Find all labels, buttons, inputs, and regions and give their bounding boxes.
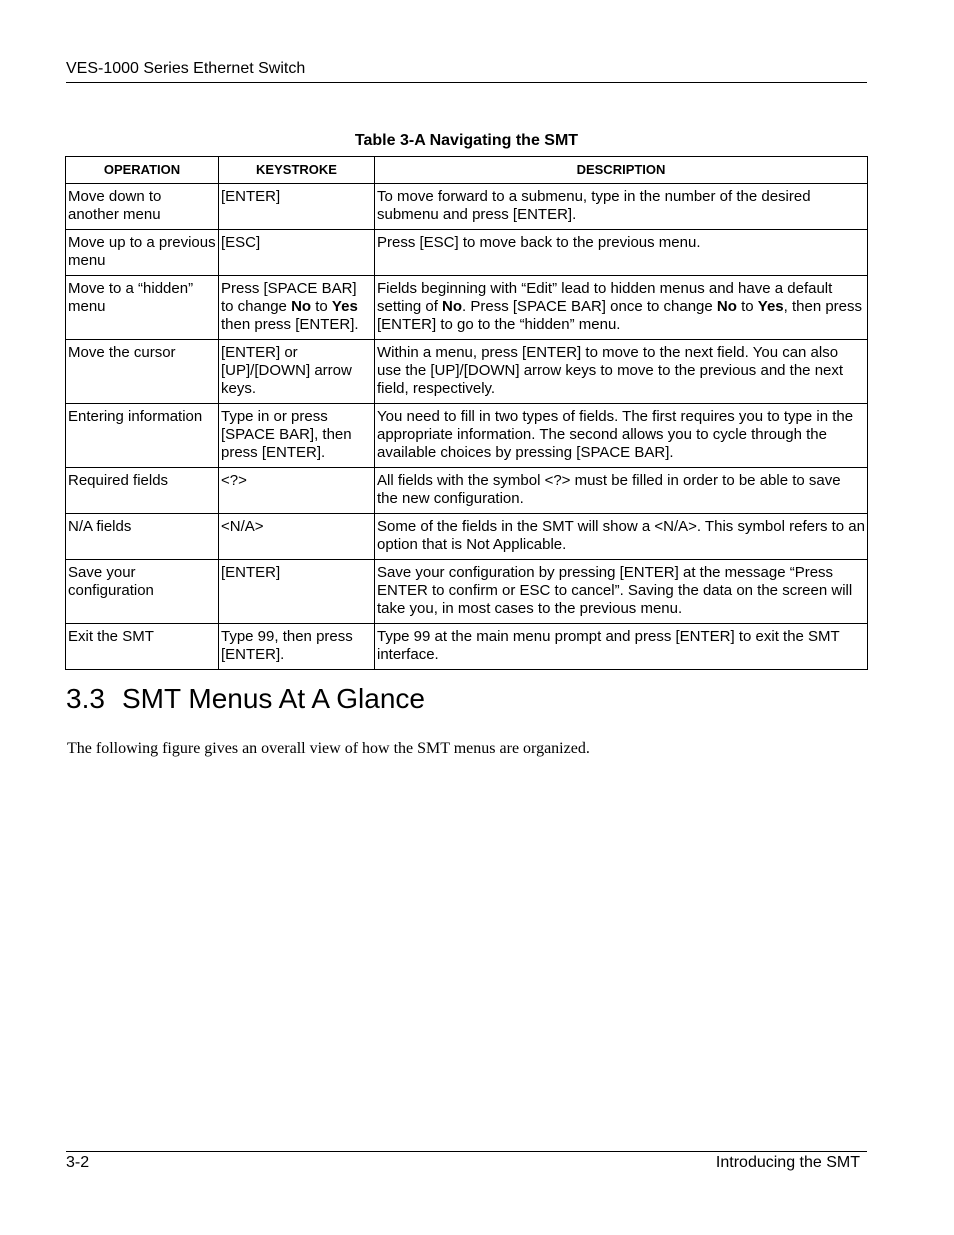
description-text: Fields beginning with “Edit” lead to hidden menus and have a default setting of: [377, 280, 833, 315]
header-divider: [66, 82, 867, 83]
keystroke-cell: <?>: [219, 468, 375, 514]
table-header-row: [66, 157, 868, 184]
keystroke-cell: Type in or press [SPACE BAR], then press [ENTER].: [219, 404, 375, 468]
operation-cell: Required fields: [66, 468, 219, 514]
table-row: [66, 230, 868, 276]
description-bold-no: No: [442, 298, 463, 315]
operation-cell: Move down to another menu: [66, 184, 219, 230]
section-number: 3.3: [66, 683, 105, 714]
description-cell: To move forward to a submenu, type in the number of the desired submenu and press [ENTER].: [375, 184, 868, 230]
table-row: [66, 560, 868, 624]
operation-cell: Move to a “hidden” menu: [66, 276, 219, 340]
keystroke-cell: [ENTER]: [219, 184, 375, 230]
keystroke-text: to: [311, 298, 332, 315]
operation-cell: Move up to a previous menu: [66, 230, 219, 276]
description-cell: Within a menu, press [ENTER] to move to the next field. You can also use the [UP]/[DOWN] arrow keys to move to the previous and the next field, respectively.: [375, 340, 868, 404]
column-header-operation: OPERATION: [66, 157, 219, 184]
operation-cell: Move the cursor: [66, 340, 219, 404]
keystroke-cell: [ENTER]: [219, 560, 375, 624]
table-row: [66, 514, 868, 560]
keystroke-cell: [ENTER] or [UP]/[DOWN] arrow keys.: [219, 340, 375, 404]
description-cell: [375, 276, 868, 340]
table-row: [66, 276, 868, 340]
keystroke-bold-no: No: [291, 298, 312, 315]
table-row: [66, 340, 868, 404]
keystroke-bold-yes: Yes: [331, 298, 358, 315]
operation-cell: N/A fields: [66, 514, 219, 560]
section-heading: [66, 683, 425, 715]
keystroke-text: then press [ENTER].: [221, 316, 359, 333]
description-text: to: [736, 298, 758, 315]
description-cell: Press [ESC] to move back to the previous menu.: [375, 230, 868, 276]
table-row: [66, 468, 868, 514]
table-caption: Table 3-A Navigating the SMT: [354, 132, 579, 149]
description-cell: You need to fill in two types of fields. The first requires you to type in the appropriate information. The second allows you to cycle through the available choices by pressing [SPACE BAR].: [375, 404, 868, 468]
table-row: [66, 624, 868, 670]
column-header-description: DESCRIPTION: [375, 157, 868, 184]
description-text: , then press [ENTER] to go to the “hidden” menu.: [377, 298, 863, 333]
keystroke-cell: <N/A>: [219, 514, 375, 560]
table-row: [66, 404, 868, 468]
table-row: [66, 184, 868, 230]
footer-divider: [66, 1151, 867, 1152]
description-bold-no: No: [716, 298, 737, 315]
operation-cell: Save your configuration: [66, 560, 219, 624]
footer-page-number: 3-2: [66, 1154, 90, 1171]
operation-cell: Entering information: [66, 404, 219, 468]
keystroke-cell: [219, 276, 375, 340]
description-bold-yes: Yes: [757, 298, 784, 315]
section-title: SMT Menus At A Glance: [122, 683, 425, 714]
description-cell: Some of the fields in the SMT will show a <N/A>. This symbol refers to an option that is Not Applicable.: [375, 514, 868, 560]
keystroke-cell: [ESC]: [219, 230, 375, 276]
navigation-table: [65, 156, 868, 670]
column-header-keystroke: KEYSTROKE: [219, 157, 375, 184]
keystroke-text: Press [SPACE BAR] to change: [221, 280, 357, 315]
operation-cell: Exit the SMT: [66, 624, 219, 670]
description-text: . Press [SPACE BAR] once to change: [462, 298, 717, 315]
description-cell: Type 99 at the main menu prompt and press [ENTER] to exit the SMT interface.: [375, 624, 868, 670]
keystroke-cell: Type 99, then press [ENTER].: [219, 624, 375, 670]
description-cell: Save your configuration by pressing [ENTER] at the message “Press ENTER to confirm or ESC to cancel”. Saving the data on the screen will take you, in most cases to the previous menu.: [375, 560, 868, 624]
footer-chapter-title: Introducing the SMT: [715, 1154, 860, 1171]
section-body-paragraph: The following figure gives an overall view of how the SMT menus are organized.: [67, 740, 590, 757]
page-header-title: VES-1000 Series Ethernet Switch: [66, 60, 306, 77]
description-cell: All fields with the symbol <?> must be filled in order to be able to save the new configuration.: [375, 468, 868, 514]
